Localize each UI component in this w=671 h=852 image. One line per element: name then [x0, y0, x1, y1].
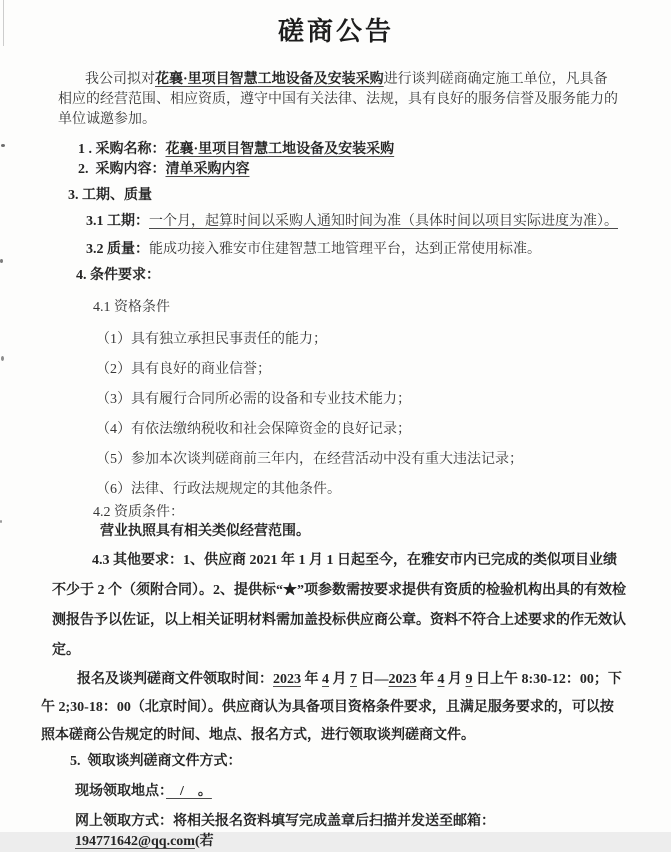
intro-paragraph — [58, 70, 621, 130]
scan-artifact — [1, 356, 4, 361]
registration-month-end: 4 — [437, 672, 445, 687]
other-requirements-label: 4.3 其他要求： — [92, 553, 183, 568]
registration-time-label: 报名及谈判磋商文件领取时间： — [77, 672, 273, 687]
qualification-item: （5）参加本次谈判磋商前三年内，在经营活动中没有重大违法记录； — [96, 452, 523, 467]
registration-sep: 月 — [329, 672, 350, 687]
qualification-item: （2）具有良好的商业信誉； — [96, 362, 271, 377]
online-pickup-email: 194771642@qq.com — [75, 834, 195, 849]
online-pickup-label: 网上领取方式： — [75, 814, 173, 829]
qualification-item: （3）具有履行合同所必需的设备和专业技术能力； — [96, 392, 411, 407]
intro-suffix: 进行谈判磋商确定施工单位，凡具备相应的经营范围、相应资质，遵守中国有关法律、法规，具有良好的服务信誉及服务能力的单位诚邀参加。 — [58, 72, 618, 127]
duration-label: 3.1 工期： — [86, 214, 149, 229]
item-other-requirements — [52, 546, 626, 666]
duration-value: 一个月，起算时间以采购人通知时间为准（具体时间以项目实际进度为准）。 — [149, 214, 618, 229]
purchase-name-label: 1 . 采购名称： — [78, 142, 166, 157]
page-title: 磋商公告 — [277, 17, 394, 46]
scan-artifact — [3, 0, 4, 46]
qualification-item: （1）具有独立承担民事责任的能力； — [96, 332, 327, 347]
item-credential-heading: 4.2 资质条件： — [93, 505, 184, 520]
scan-artifact — [0, 520, 2, 523]
item-purchase-name — [78, 140, 626, 160]
registration-month-start: 4 — [322, 672, 329, 687]
item-duration-quality-heading: 3. 工期、质量 — [68, 188, 152, 203]
online-pickup-tail: (若 — [194, 834, 214, 849]
item-conditions-heading: 4. 条件要求： — [76, 268, 160, 283]
purchase-content-label: 2. 采购内容： — [78, 162, 166, 177]
registration-time-paragraph — [41, 666, 626, 750]
registration-year-end: 2023 — [388, 672, 417, 687]
qualification-item: （6）法律、行政法规规定的其他条件。 — [96, 482, 341, 497]
registration-day-end: 9 — [465, 672, 473, 687]
project-name: 花襄·里项目智慧工地设备及安装采购 — [155, 72, 384, 87]
purchase-content-value: 清单采购内容 — [165, 162, 250, 177]
other-requirements-text: 1、供应商 2021 年 1 月 1 日起至今，在雅安市内已完成的类似项目业绩不少于 2 个（须附合同）。2、提供标“★”项参数需按要求提供有资质的检验机构出具的有效检测报告予以佐证，以上相关证明材料需加盖投标供应商公章。资料不符合上述要求的作无效认定。 — [52, 553, 626, 658]
onsite-pickup-value: / 。 — [166, 784, 212, 799]
quality-label: 3.2 质量： — [86, 242, 149, 257]
registration-year-start: 2023 — [273, 672, 301, 687]
registration-sep: 月 — [444, 672, 466, 687]
item-purchase-content — [78, 160, 626, 180]
scan-artifact — [1, 144, 5, 147]
onsite-pickup-line — [75, 782, 626, 802]
credential-detail: 营业执照具有相关类似经营范围。 — [100, 524, 310, 539]
onsite-pickup-label: 现场领取地点： — [75, 784, 166, 799]
online-pickup-text: 将相关报名资料填写完成盖章后扫描并发送至邮箱： — [173, 814, 495, 829]
online-pickup-line — [75, 812, 626, 852]
registration-time-tail: 日上午 8:30-12：00；下午 2;30-18：00（北京时间）。供应商认为具备项目资格条件要求，且满足服务要求的，可以按照本磋商公告规定的时间、地点、报名方式，进行领取谈判磋商文件。 — [41, 672, 622, 743]
qualification-item: （4）有依法缴纳税收和社会保障资金的良好记录； — [96, 422, 411, 437]
intro-prefix: 我公司拟对 — [85, 72, 155, 87]
quality-value: 能成功接入雅安市住建智慧工地管理平台，达到正常使用标准。 — [149, 242, 541, 257]
registration-sep: 年 — [301, 672, 322, 687]
item-qualification-heading: 4.1 资格条件 — [93, 300, 170, 315]
item-quality — [86, 240, 626, 260]
registration-sep: 年 — [416, 672, 438, 687]
purchase-name-value: 花襄·里项目智慧工地设备及安装采购 — [165, 142, 395, 157]
registration-sep: 日— — [357, 672, 389, 687]
scan-artifact — [0, 259, 3, 263]
item-duration — [86, 212, 634, 232]
qualification-list — [96, 330, 626, 500]
item-pickup-method-heading: 5. 领取谈判磋商文件方式： — [70, 754, 242, 769]
registration-day-start: 7 — [350, 672, 357, 687]
